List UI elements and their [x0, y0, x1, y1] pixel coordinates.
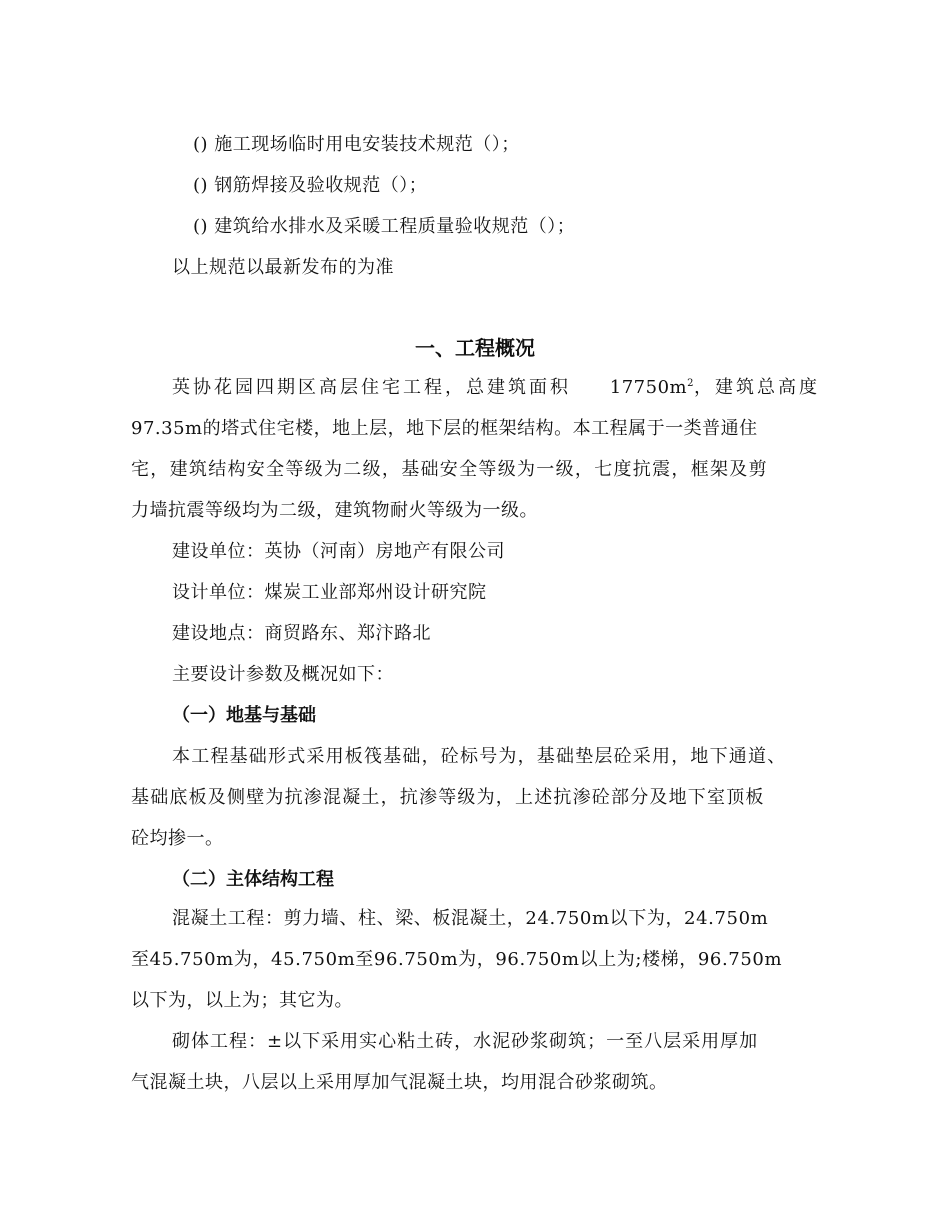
builder-info: 建设单位：英协（河南）房地产有限公司	[172, 541, 505, 562]
section-title-project-overview: 一、工程概况	[415, 336, 535, 360]
spec-item-rebar-welding: () 钢筋焊接及验收规范（）；	[193, 175, 428, 196]
foundation-line-1: 本工程基础形式采用板筏基础，砼标号为，基础垫层砼采用，地下通道、	[172, 746, 787, 767]
masonry-line-2: 气混凝土块，八层以上采用厚加气混凝土块，均用混合砂浆砌筑。	[131, 1072, 668, 1093]
designer-info: 设计单位：煤炭工业部郑州设计研究院	[172, 582, 487, 603]
area-number: 17750m	[609, 377, 688, 398]
overview-line-4: 力墙抗震等级均为二级，建筑物耐火等级为一级。	[131, 500, 538, 521]
subsection-title-foundation: （一）地基与基础	[172, 705, 316, 726]
concrete-line-2: 至45.750m为，45.750m至96.750m为，96.750m以上为;楼梯，96.750m	[131, 949, 783, 970]
area-unit-superscript: 2	[687, 378, 694, 389]
concrete-line-3: 以下为，以上为；其它为。	[131, 990, 353, 1011]
overview-line-2: 97.35m的塔式住宅楼，地上层，地下层的框架结构。本工程属于一类普通住	[131, 418, 758, 439]
foundation-line-2: 基础底板及侧壁为抗渗混凝土，抗渗等级为，上述抗渗砼部分及地下室顶板	[131, 787, 765, 808]
overview-line-3: 宅，建筑结构安全等级为二级，基础安全等级为一级，七度抗震，框架及剪	[131, 459, 768, 480]
masonry-line-1: 砌体工程：±以下采用实心粘土砖，水泥砂浆砌筑；一至八层采用厚加	[172, 1031, 759, 1052]
overview-area-value	[610, 376, 820, 400]
spec-item-temporary-power: () 施工现场临时用电安装技术规范（）；	[193, 134, 520, 155]
spec-note: 以上规范以最新发布的为准	[172, 257, 394, 278]
spec-item-water-heating: () 建筑给水排水及采暖工程质量验收规范（）；	[193, 216, 576, 237]
concrete-line-1: 混凝土工程：剪力墙、柱、梁、板混凝土，24.750m以下为，24.750m	[172, 908, 769, 929]
overview-line-1	[172, 376, 820, 400]
subsection-title-main-structure: （二）主体结构工程	[172, 869, 334, 890]
params-intro: 主要设计参数及概况如下：	[172, 664, 394, 685]
overview-line-1-tail: ，建筑总高度	[694, 377, 820, 398]
overview-line-1-text: 英协花园四期区高层住宅工程，总建筑面积	[172, 377, 571, 398]
location-info: 建设地点：商贸路东、郑汴路北	[172, 623, 431, 644]
foundation-line-3: 砼均掺一。	[131, 828, 224, 849]
